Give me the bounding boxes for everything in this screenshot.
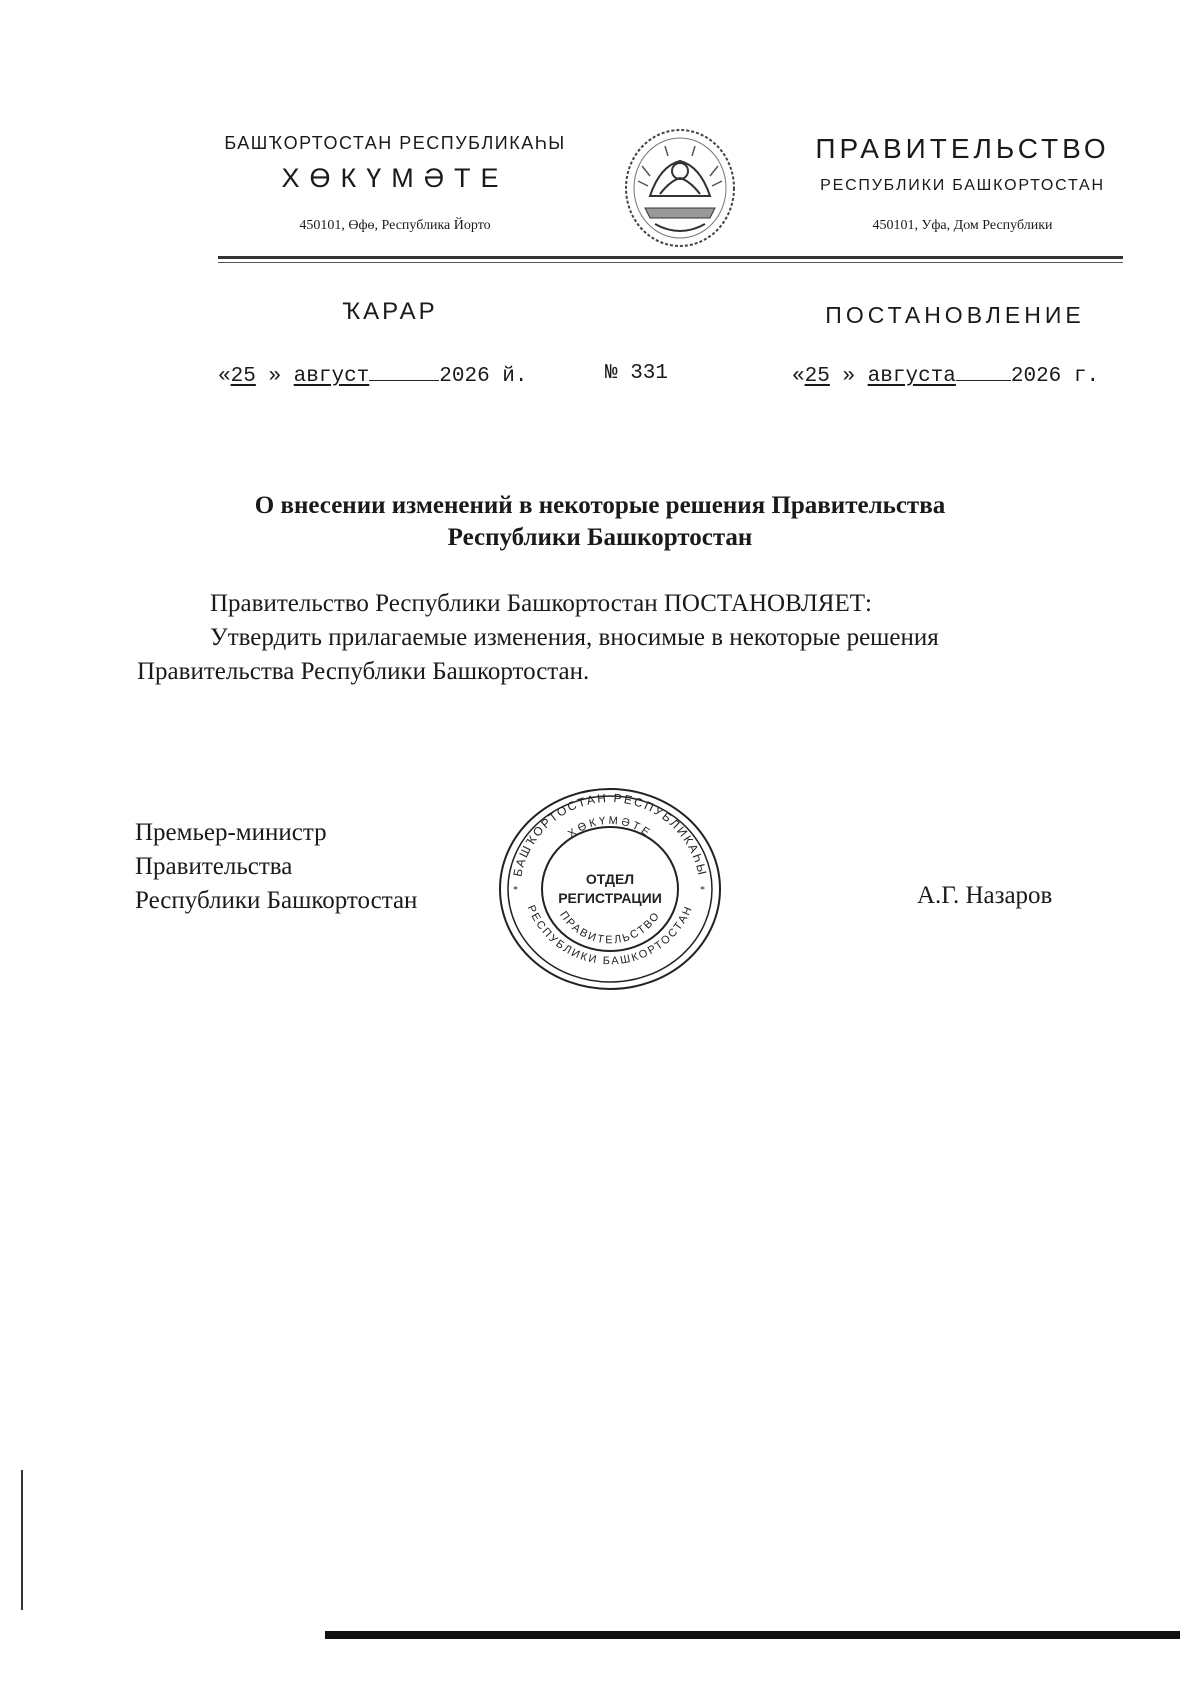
svg-text:БАШҠОРТОСТАН РЕСПУБЛИКАҺЫ [510,791,709,878]
scan-margin-mark [21,1470,23,1610]
stamp-star-right-icon: * [700,885,705,896]
body-paragraph-2-line1: Утвердить прилагаемые изменения, вносимые в некоторые решения [210,624,939,651]
date-left [218,362,528,388]
doctype-karar: ҠАРАР [342,298,438,325]
header-left-republic: БАШҠОРТОСТАН РЕСПУБЛИКАҺЫ [224,133,566,153]
signature-block [135,816,417,918]
header-right-republic: РЕСПУБЛИКИ БАШКОРТОСТАН [820,177,1105,194]
stamp-inner-bottom-text: ПРАВИТЕЛЬСТВО [557,909,663,947]
document-title-line2: Республики Башкортостан [447,524,753,551]
signature-line3: Республики Башкортостан [135,887,418,914]
document-title-line1: О внесении изменений в некоторые решения Правительства [254,492,946,519]
date-left-year: 2026 й. [439,365,528,388]
document-number: № 331 [605,362,669,385]
body-paragraph-1: Правительство Республики Башкортостан ПОСТАНОВЛЯЕТ: [210,590,872,617]
body-paragraph-2-line2: Правительства Республики Башкортостан. [137,658,590,685]
doctype-postanovlenie: ПОСТАНОВЛЕНИЕ [825,302,1085,328]
date-right-year: 2026 г. [1010,365,1100,388]
date-left-month: август [293,365,370,388]
header-divider-thin [218,262,1123,263]
date-right-month: августа [867,365,956,388]
registration-stamp [495,784,725,994]
document-title [150,490,1050,554]
date-left-close-quote: » [268,365,282,388]
header-left-government: ХӨКҮМӘТЕ [281,163,509,193]
date-left-open-quote: « [218,365,231,388]
coat-of-arms-emblem-icon [620,126,740,250]
signature-line1: Премьер-министр [135,819,327,846]
stamp-outer-bottom-text: РЕСПУБЛИКИ БАШКОРТОСТАН [524,903,696,968]
header-right-address: 450101, Уфа, Дом Республики [872,218,1053,233]
date-right-close-quote: » [842,365,856,388]
signatory-name: А.Г. Назаров [917,882,1053,909]
date-right-open-quote: « [792,365,805,388]
header-right-government: ПРАВИТЕЛЬСТВО [815,133,1110,164]
signature-line2: Правительства [135,853,293,880]
header-divider [218,256,1123,259]
header-left-address: 450101, Өфө, Республика Йорто [299,218,491,233]
date-right-day: 25 [804,365,830,388]
date-right [792,362,1099,388]
stamp-center-line2: РЕГИСТРАЦИИ [558,890,662,906]
stamp-center-line1: ОТДЕЛ [585,871,635,887]
stamp-outer-top-text: БАШҠОРТОСТАН РЕСПУБЛИКАҺЫ [510,790,710,878]
stamp-star-left-icon: * [513,885,518,896]
date-right-blank-line [956,362,1011,381]
date-left-day: 25 [230,365,256,388]
date-left-blank-line [369,362,439,381]
stamp-inner-top-text: ХӨКҮМӘТЕ [565,814,655,841]
scan-bottom-bar [325,1631,1180,1639]
